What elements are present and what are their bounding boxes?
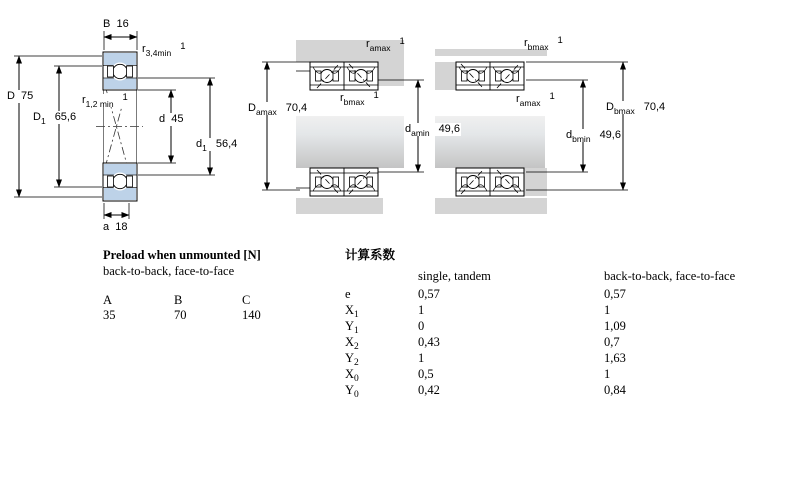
dim-label-a: a 18 — [103, 221, 128, 233]
factor-value-btb: 1 — [604, 367, 611, 381]
preload-value: 140 — [242, 308, 261, 322]
factor-row-label: $Y_1$ — [345, 319, 359, 336]
dim-label-D-amax: $D_{amax}$ 70,4 — [248, 102, 308, 117]
preload-table-subtitle: back-to-back, face-to-face — [103, 264, 235, 278]
factor-value-btb: 0,57 — [604, 287, 626, 301]
factor-value-single: 0 — [418, 319, 425, 333]
factor-row-label: $Y_0$ — [345, 383, 359, 400]
dim-label-d-bmin: $d_{bmin}$ 49,6 — [566, 129, 621, 144]
factor-value-btb: 1 — [604, 303, 611, 317]
factor-row-label: $X_2$ — [345, 335, 359, 352]
factor-value-single: 0,43 — [418, 335, 440, 349]
factor-row-label: $X_0$ — [345, 367, 359, 384]
dim-label-D: D 75 — [7, 90, 34, 102]
factor-value-single: 1 — [418, 351, 425, 365]
factor-row-label: e — [345, 287, 351, 301]
dim-label-r12min: $r_{1,2 min}1$ — [82, 91, 128, 109]
factor-row-label: $Y_2$ — [345, 351, 359, 368]
preload-value: 70 — [174, 308, 187, 322]
factor-value-btb: 0,7 — [604, 335, 620, 349]
factor-value-btb: 1,09 — [604, 319, 626, 333]
dim-label-d1: $d_1$ 56,4 — [196, 138, 238, 153]
paired-mounting-diagram-a — [262, 35, 424, 214]
dim-label-D-bmax: $D_{bmax}$ 70,4 — [606, 101, 666, 116]
dim-label-D1: $D_1$ 65,6 — [33, 111, 77, 126]
dim-label-r-amax-2: $r_{amax}1$ — [516, 90, 555, 108]
dim-label-B: B 16 — [103, 18, 129, 30]
factor-value-single: 0,57 — [418, 287, 440, 301]
dim-label-d-amin: $d_{amin}$ 49,6 — [405, 123, 460, 138]
dim-label-r-bmax-2: $r_{bmax}1$ — [524, 34, 563, 52]
factor-value-btb: 0,84 — [604, 383, 626, 397]
preload-table-title: Preload when unmounted [N] — [103, 248, 261, 262]
factors-col1-header: single, tandem — [418, 269, 491, 283]
factors-table-title: 计算系数 — [345, 248, 396, 262]
preload-col-header: A — [103, 293, 113, 307]
preload-col-header: C — [242, 293, 251, 307]
preload-col-header: B — [174, 293, 183, 307]
factor-value-btb: 1,63 — [604, 351, 626, 365]
factors-col2-header: back-to-back, face-to-face — [604, 269, 736, 283]
dim-label-d: d 45 — [159, 113, 184, 125]
dim-label-r-bmax: $r_{bmax}1$ — [340, 89, 379, 107]
factor-value-single: 0,5 — [418, 367, 434, 381]
dim-label-r-amax: $r_{amax}1$ — [366, 35, 405, 53]
factor-value-single: 1 — [418, 303, 425, 317]
preload-value: 35 — [103, 308, 116, 322]
factor-value-single: 0,42 — [418, 383, 440, 397]
factor-row-label: $X_1$ — [345, 303, 359, 320]
dim-label-r34min: $r_{3,4min}1$ — [142, 40, 186, 58]
